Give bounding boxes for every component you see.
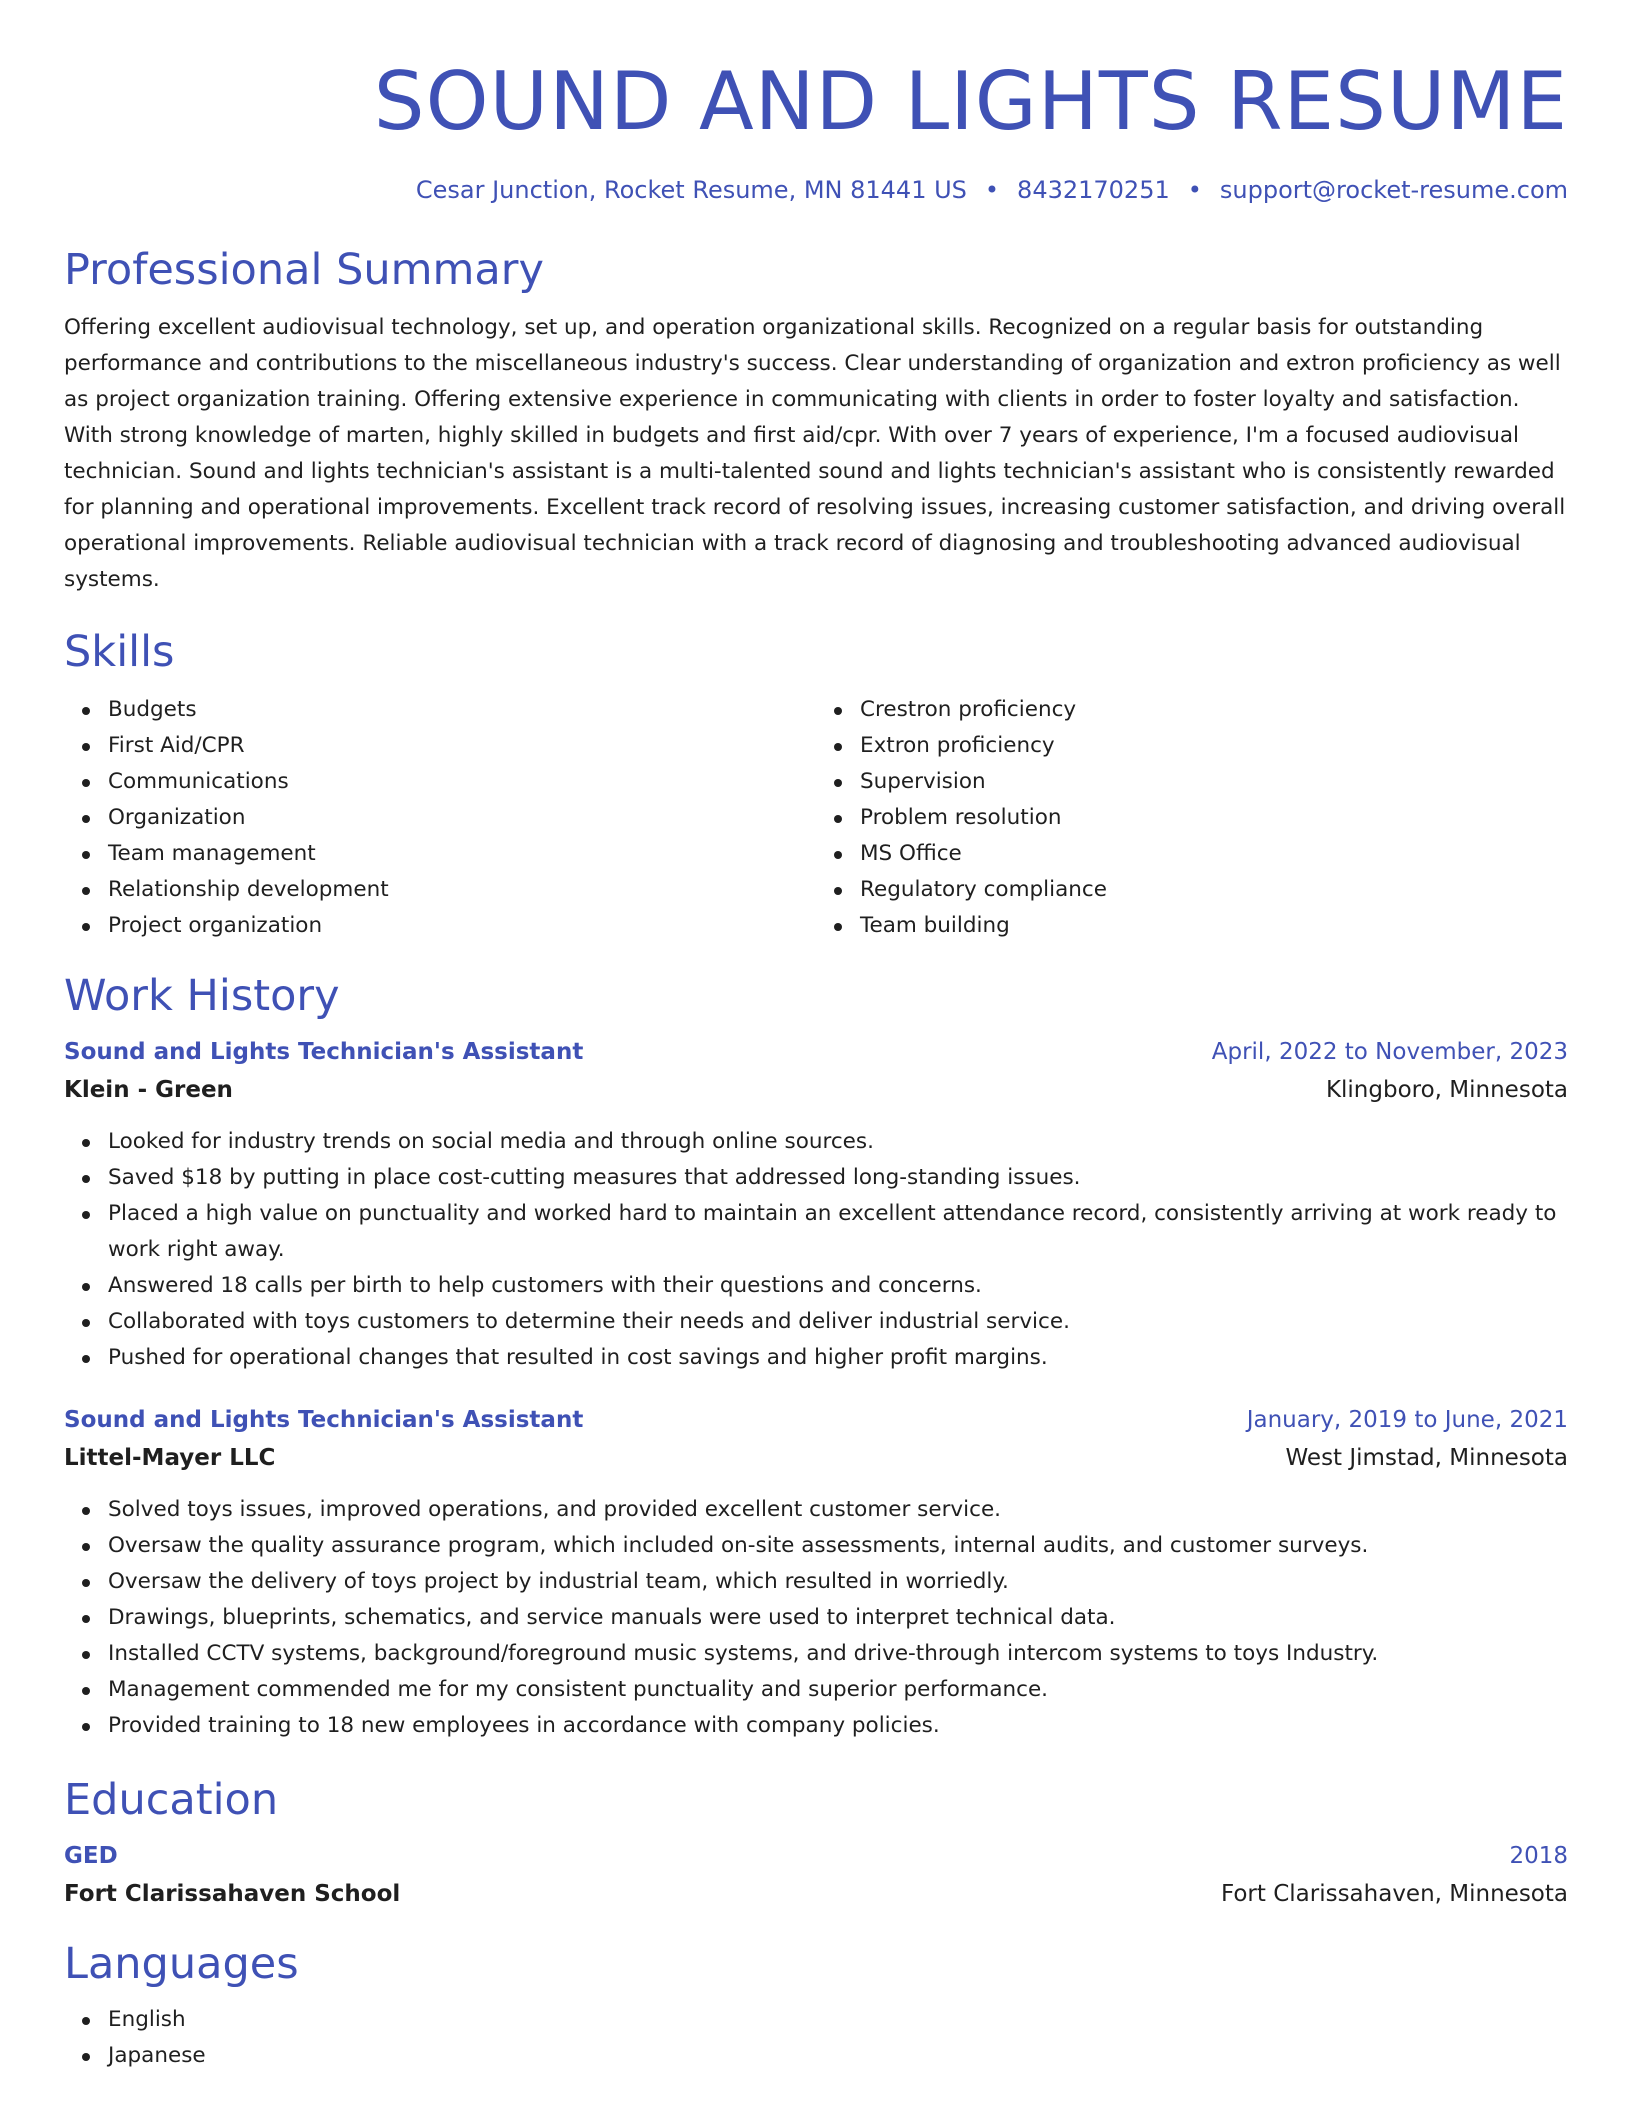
- job-location: Klingboro, Minnesota: [1325, 1077, 1568, 1103]
- skill-item: Project organization: [108, 908, 816, 944]
- contact-separator: •: [984, 176, 1000, 204]
- skill-item: Crestron proficiency: [860, 692, 1568, 728]
- job-location: West Jimstad, Minnesota: [1285, 1445, 1568, 1471]
- contact-email: support@rocket-resume.com: [1219, 176, 1568, 204]
- skills-list-left: [64, 692, 816, 944]
- duty-item: Oversaw the quality assurance program, which included on-site assessments, internal audits, and customer surveys.: [108, 1528, 1568, 1564]
- summary-text: Offering excellent audiovisual technology, set up, and operation organizational skills. Recognized on a regular basis for outstanding performance and contributions to the miscellaneous industry's success. Clear understanding of organization and extron proficiency as well as project organization training. Offering extensive experience in communicating with clients in order to foster loyalty and satisfaction. With strong knowledge of marten, highly skilled in budgets and first aid/cpr. With over 7 years of experience, I'm a focused audiovisual technician. Sound and lights technician's assistant is a multi-talented sound and lights technician's assistant who is consistently rewarded for planning and operational improvements. Excellent track record of resolving issues, increasing customer satisfaction, and driving overall operational improvements. Reliable audiovisual technician with a track record of diagnosing and troubleshooting advanced audiovisual systems.: [64, 315, 1566, 592]
- contact-separator: •: [1187, 176, 1202, 204]
- skill-item: Regulatory compliance: [860, 872, 1568, 908]
- education-section: [64, 1774, 1568, 1912]
- skill-item: Problem resolution: [860, 800, 1568, 836]
- duty-item: Pushed for operational changes that resulted in cost savings and higher profit margins.: [108, 1340, 1568, 1376]
- work-history-heading: Work History: [64, 971, 340, 1021]
- skill-item: Budgets: [108, 692, 816, 728]
- languages-heading: Languages: [64, 1939, 299, 1989]
- contact-line: [64, 174, 1568, 206]
- duty-item: Drawings, blueprints, schematics, and service manuals were used to interpret technical data.: [108, 1600, 1568, 1636]
- languages-list: [64, 2002, 1568, 2074]
- education-heading: Education: [64, 1775, 279, 1825]
- skill-item: Organization: [108, 800, 816, 836]
- contact-address: Cesar Junction, Rocket Resume, MN 81441 US: [415, 176, 967, 204]
- language-item: Japanese: [108, 2038, 1568, 2074]
- skill-item: Relationship development: [108, 872, 816, 908]
- skill-item: Team building: [860, 908, 1568, 944]
- summary-heading: Professional Summary: [64, 245, 544, 295]
- work-history-section: [64, 970, 1568, 1744]
- duty-item: Answered 18 calls per birth to help customers with their questions and concerns.: [108, 1268, 1568, 1304]
- duty-item: Oversaw the delivery of toys project by industrial team, which resulted in worriedly.: [108, 1564, 1568, 1600]
- languages-section: [64, 1938, 1568, 2074]
- school-name: Fort Clarissahaven School: [64, 1881, 401, 1907]
- contact-phone: 8432170251: [1017, 176, 1170, 204]
- skill-item: MS Office: [860, 836, 1568, 872]
- job-dates: January, 2019 to June, 2021: [1246, 1407, 1568, 1433]
- duty-item: Collaborated with toys customers to determine their needs and deliver industrial service.: [108, 1304, 1568, 1340]
- skill-item: Communications: [108, 764, 816, 800]
- job-duties: [64, 1492, 1568, 1744]
- skills-heading: Skills: [64, 627, 175, 677]
- job-duties: [64, 1124, 1568, 1376]
- skill-item: First Aid/CPR: [108, 728, 816, 764]
- language-item: English: [108, 2002, 1568, 2038]
- job-title: Sound and Lights Technician's Assistant: [64, 1407, 584, 1433]
- job-title: Sound and Lights Technician's Assistant: [64, 1039, 584, 1065]
- duty-item: Solved toys issues, improved operations, and provided excellent customer service.: [108, 1492, 1568, 1528]
- duty-item: Placed a high value on punctuality and worked hard to maintain an excellent attendance record, consistently arriving at work ready to work right away.: [108, 1196, 1568, 1268]
- skills-grid: [64, 692, 1568, 944]
- skill-item: Extron proficiency: [860, 728, 1568, 764]
- company-name: Littel-Mayer LLC: [64, 1445, 276, 1471]
- company-name: Klein - Green: [64, 1077, 233, 1103]
- skills-list-right: [816, 692, 1568, 944]
- school-location: Fort Clarissahaven, Minnesota: [1220, 1881, 1568, 1907]
- resume-title: SOUND AND LIGHTS RESUME: [373, 55, 1568, 148]
- graduation-year: 2018: [1509, 1843, 1568, 1869]
- duty-item: Looked for industry trends on social media and through online sources.: [108, 1124, 1568, 1160]
- degree: GED: [64, 1843, 118, 1869]
- duty-item: Saved $18 by putting in place cost-cutting measures that addressed long-standing issues.: [108, 1160, 1568, 1196]
- duty-item: Provided training to 18 new employees in accordance with company policies.: [108, 1708, 1568, 1744]
- job-dates: April, 2022 to November, 2023: [1211, 1039, 1568, 1065]
- job-entry: [64, 1402, 1568, 1744]
- skill-item: Team management: [108, 836, 816, 872]
- duty-item: Installed CCTV systems, background/foreground music systems, and drive-through intercom systems to toys Industry.: [108, 1636, 1568, 1672]
- summary-section: [64, 244, 1568, 598]
- job-entry: [64, 1034, 1568, 1376]
- duty-item: Management commended me for my consistent punctuality and superior performance.: [108, 1672, 1568, 1708]
- skill-item: Supervision: [860, 764, 1568, 800]
- skills-section: [64, 626, 1568, 944]
